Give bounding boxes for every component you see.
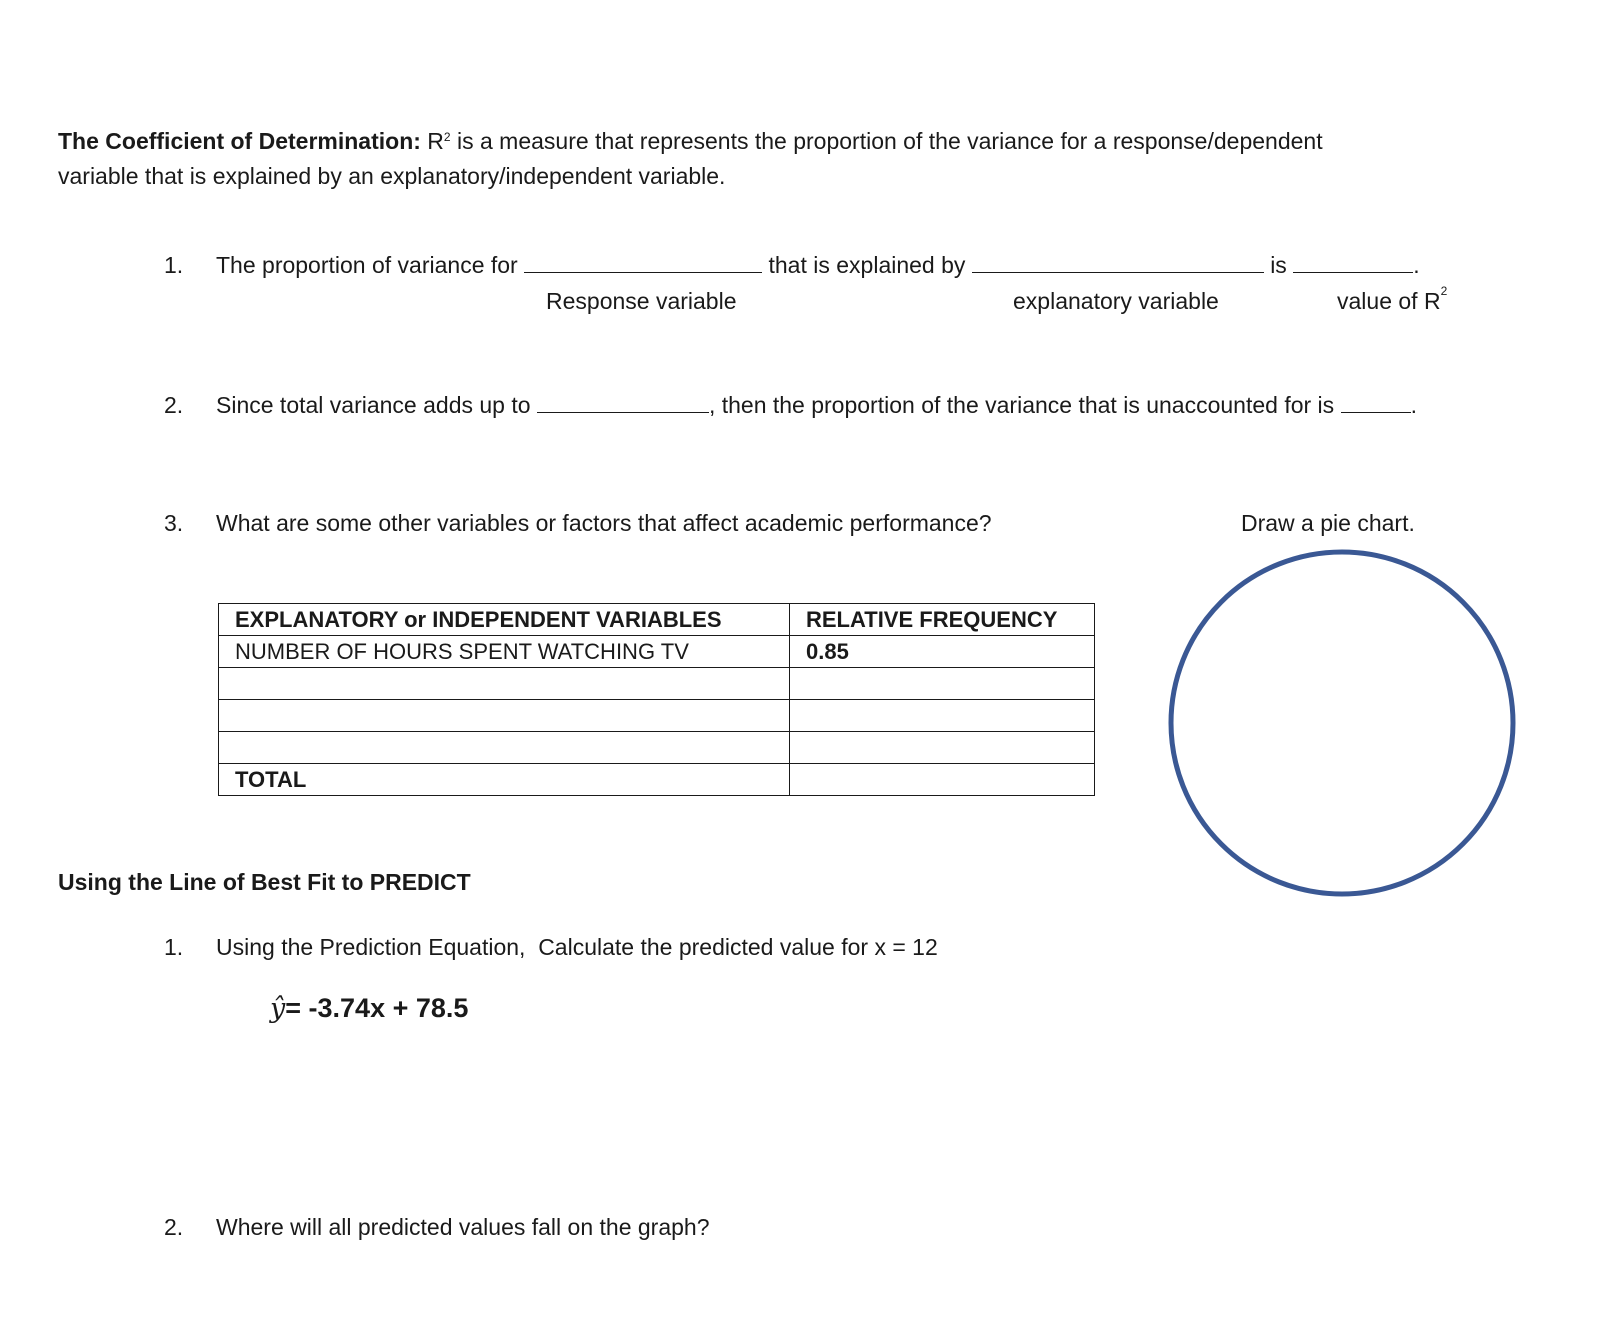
q2-mid: , then the proportion of the variance that is unaccounted for is [708, 392, 1335, 418]
cell-frequency: 0.85 [790, 636, 1095, 668]
q2-prefix: Since total variance adds up to [216, 392, 531, 418]
r-symbol: R [427, 128, 444, 154]
predict-q1-text: Using the Prediction Equation, Calculate the predicted value for x = 12 [216, 934, 938, 960]
q2-line [216, 392, 1417, 419]
q1-is: is [1270, 252, 1287, 278]
cell-frequency-empty[interactable] [790, 668, 1095, 700]
table-header-row [219, 604, 1095, 636]
cell-frequency-empty[interactable] [790, 700, 1095, 732]
cell-variable-empty[interactable] [219, 700, 790, 732]
q1-line [216, 252, 1420, 279]
table-row [219, 700, 1095, 732]
cell-frequency-empty[interactable] [790, 732, 1095, 764]
q2-number: 2. [164, 392, 184, 418]
q1-number: 1. [164, 252, 184, 278]
predict-heading: Using the Line of Best Fit to PREDICT [58, 869, 471, 895]
q1-prefix: The proportion of variance for [216, 252, 518, 278]
cell-variable-empty[interactable] [219, 668, 790, 700]
pie-chart-label: Draw a pie chart. [1241, 510, 1415, 536]
r-squared-sup: 2 [443, 130, 451, 144]
label-explanatory-variable: explanatory variable [1013, 288, 1219, 314]
table-row [219, 732, 1095, 764]
cell-variable: NUMBER OF HOURS SPENT WATCHING TV [219, 636, 790, 668]
q1-response-blank[interactable] [524, 252, 762, 273]
table-row [219, 668, 1095, 700]
label-response-variable: Response variable [546, 288, 737, 314]
q2-unaccounted-blank[interactable] [1341, 392, 1411, 413]
equation-text: = -3.74x + 78.5 [285, 993, 469, 1023]
intro-paragraph [58, 124, 1478, 194]
predict-q2-text: Where will all predicted values fall on the graph? [216, 1214, 710, 1240]
q1-explanatory-blank[interactable] [972, 252, 1264, 273]
q1-r2-blank[interactable] [1293, 252, 1413, 273]
prediction-equation [270, 993, 468, 1024]
frequency-table [218, 603, 1095, 796]
table-row [219, 636, 1095, 668]
pie-chart-outline [1171, 552, 1513, 894]
cell-variable-empty[interactable] [219, 732, 790, 764]
q2-end: . [1410, 392, 1417, 418]
predict-q1-number: 1. [164, 934, 184, 960]
intro-text-1: is a measure that represents the proportion of the variance for a response/dependent [450, 128, 1323, 154]
pie-chart-circle[interactable] [1167, 548, 1517, 898]
header-relative-frequency: RELATIVE FREQUENCY [790, 604, 1095, 636]
intro-title: The Coefficient of Determination: [58, 128, 421, 154]
q1-end: . [1413, 252, 1420, 278]
intro-text-2: variable that is explained by an explanatory/independent variable. [58, 163, 726, 189]
q2-total-blank[interactable] [537, 392, 709, 413]
cell-total-label: TOTAL [219, 764, 790, 796]
q3-text: What are some other variables or factors that affect academic performance? [216, 510, 992, 536]
y-hat-symbol: ŷ [270, 993, 286, 1024]
table-total-row [219, 764, 1095, 796]
label-value-r2: value of $R^2$ [1337, 284, 1448, 314]
q3-number: 3. [164, 510, 184, 536]
header-explanatory: EXPLANATORY or INDEPENDENT VARIABLES [219, 604, 790, 636]
q1-mid: that is explained by [768, 252, 966, 278]
predict-q2-number: 2. [164, 1214, 184, 1240]
cell-total-value[interactable] [790, 764, 1095, 796]
